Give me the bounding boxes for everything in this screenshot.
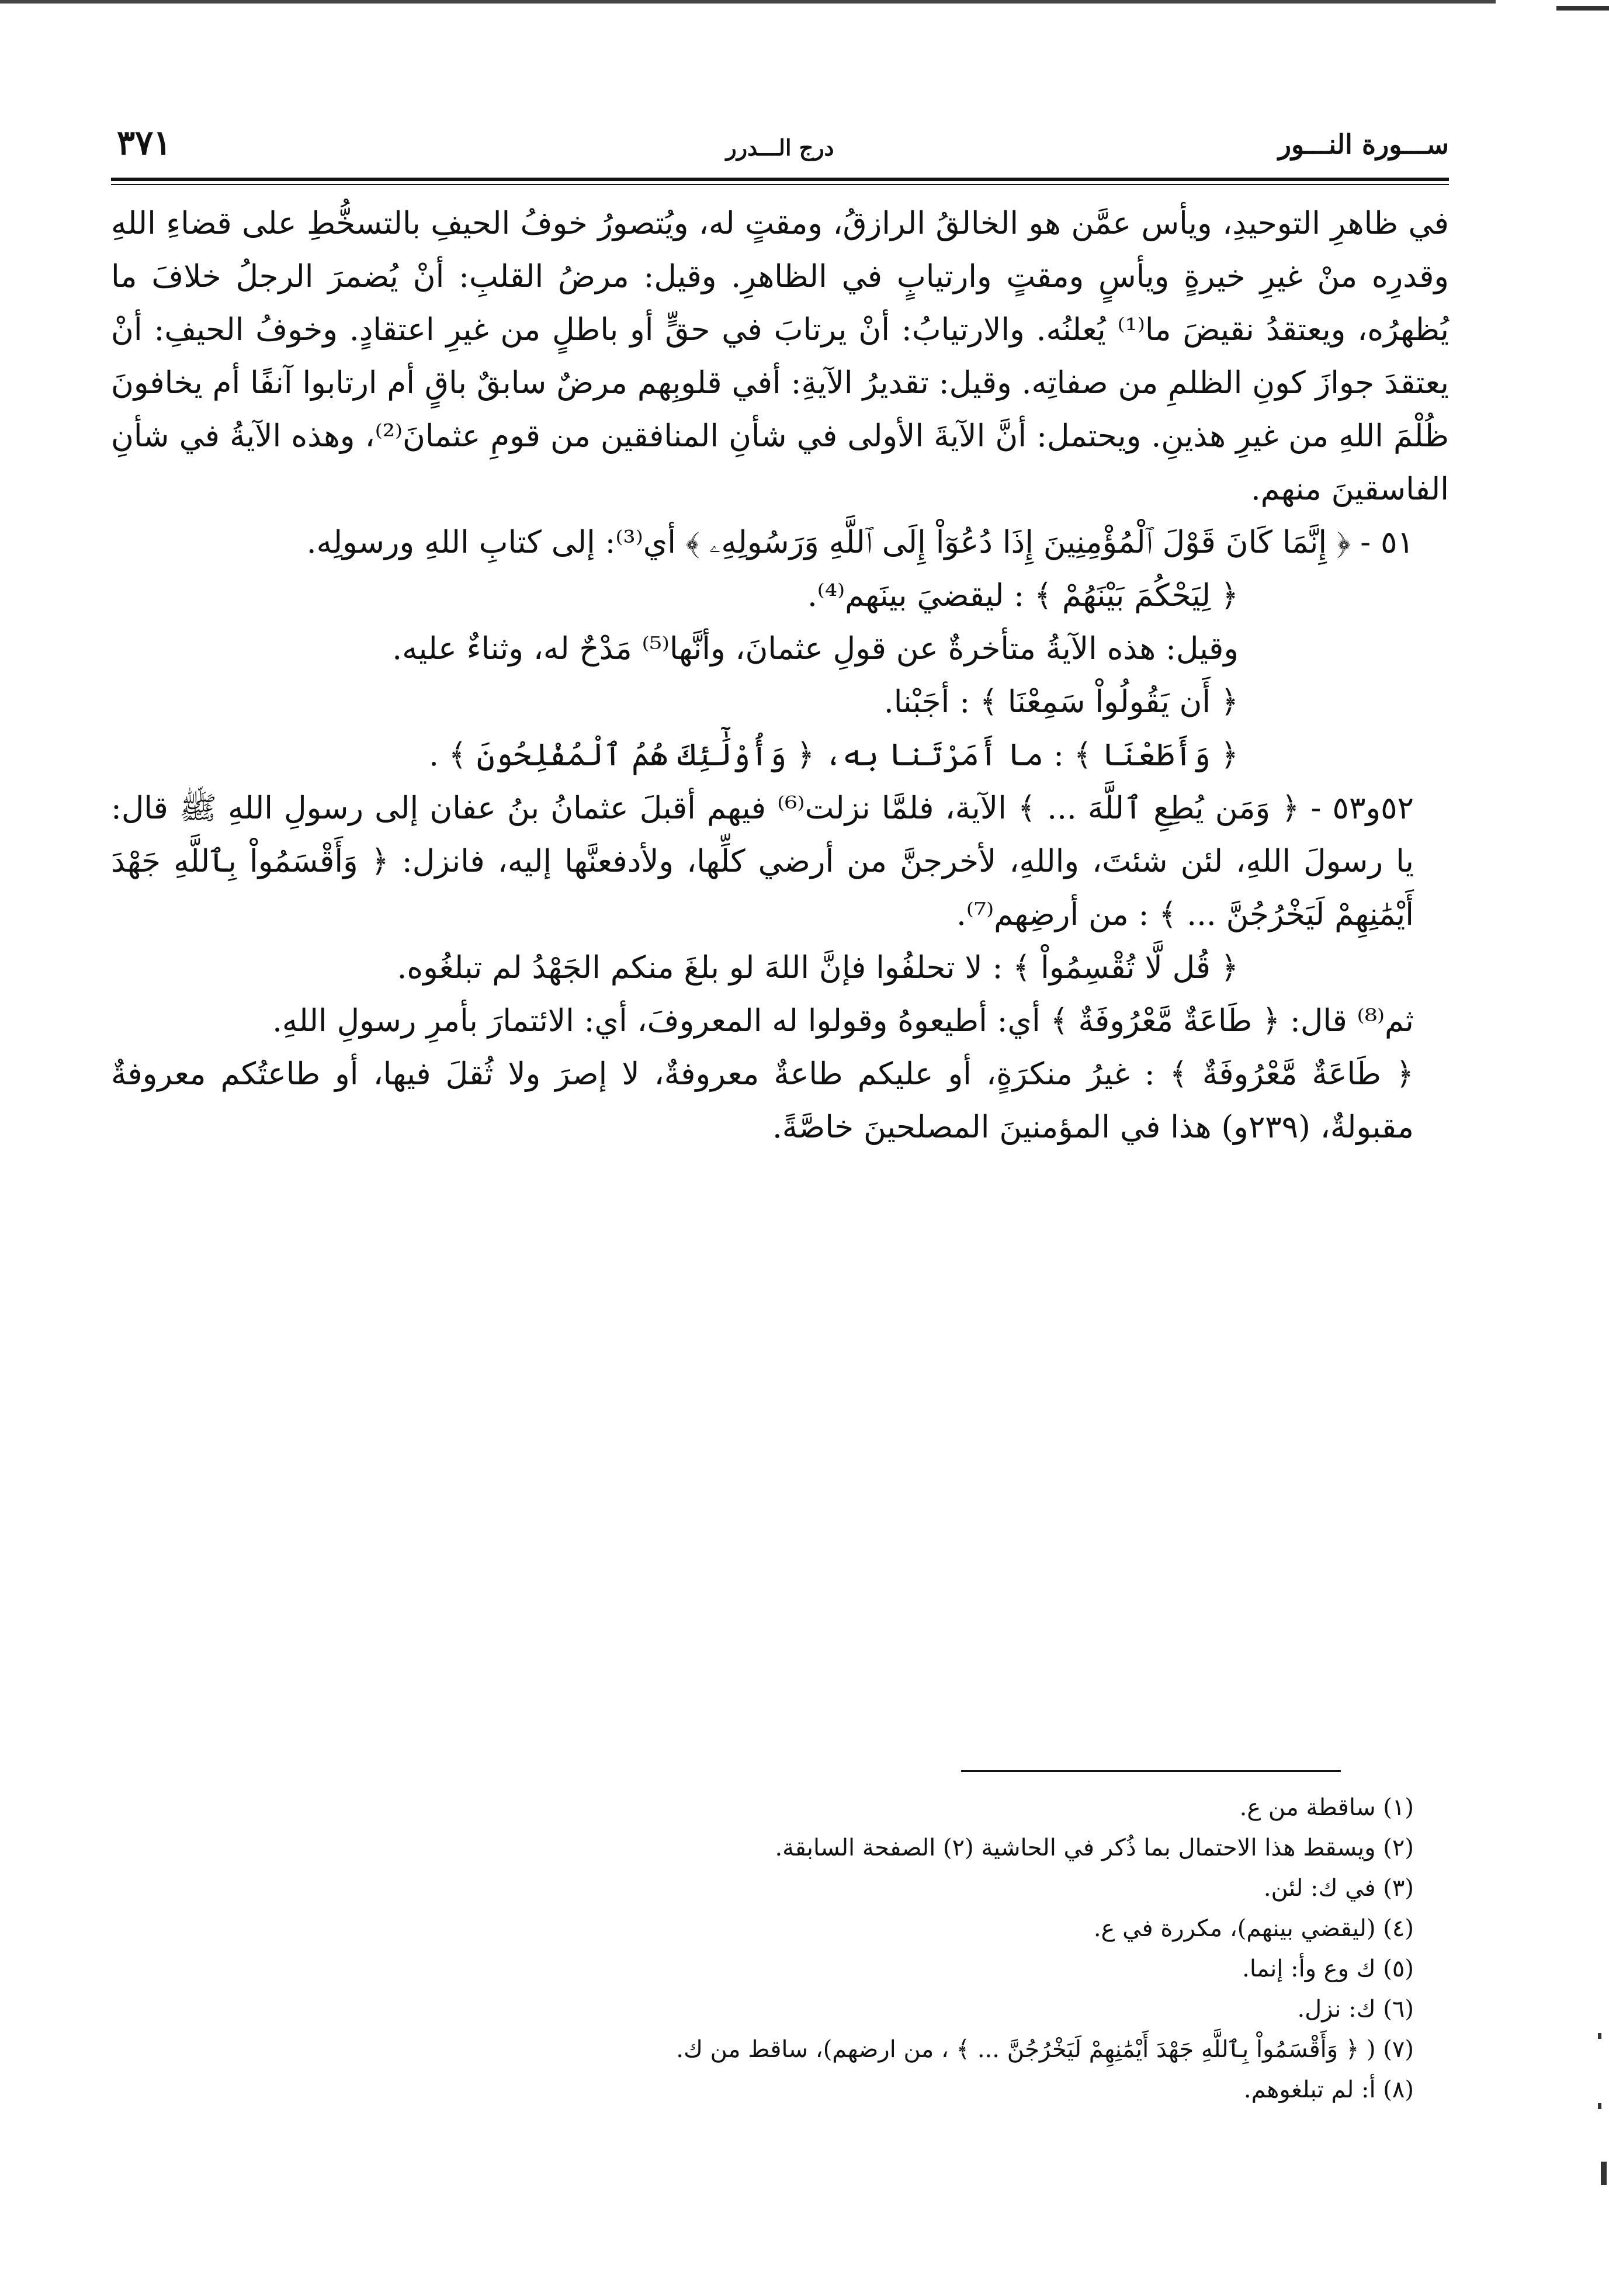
paragraph: ٥٢و٥٣ - ﴿ وَمَن يُطِعِ ٱللَّهَ ... ﴾ الآية، فلمَّا نزلت⁽⁶⁾ فيهم أقبلَ عثمانُ بنُ عفان إلى رسولِ اللهِ ﷺ قال: يا رسولَ اللهِ، لئن شئتَ، واللهِ، لأخرجنَّ من أرضي كلِّها، ولأدفعنَّها إليه، فانزل: ﴿ وَأَقْسَمُواْ بِٱللَّهِ جَهْدَ أَيْمَٰنِهِمْ لَيَخْرُجُنَّ ... ﴾ : من أرضِهم⁽⁷⁾. bbox=[111, 790, 1414, 932]
scan-margin-dot bbox=[1598, 2103, 1601, 2109]
paragraph: في ظاهرِ التوحيدِ، ويأس عمَّن هو الخالقُ الرازقُ، ومقتٍ له، ويُتصورُ خوفُ الحيفِ بالتسخُّطِ على قضاءِ اللهِ وقدرِه منْ غيرِ خيرةٍ ويأسٍ ومقتٍ وارتيابٍ في الظاهرِ. وقيل: مرضُ القلبِ: أنْ يُضمرَ الرجلُ خلافَ ما يُظهرُه، ويعتقدُ نقيضَ ما⁽¹⁾ يُعلنُه. والارتيابُ: أنْ يرتابَ في حقٍّ أو باطلٍ من غيرِ اعتقادٍ. وخوفُ الحيفِ: أنْ يعتقدَ جوازَ كونِ الظلمِ من صفاتِه. وقيل: تقديرُ الآيةِ: أفي قلوبِهم مرضٌ سابقٌ باقٍ أم ارتابوا آنفًا أم يخافونَ ظُلْمَ اللهِ من غيرِ هذينِ. ويحتمل: أنَّ الآيةَ الأولى في شأنِ المنافقين من قومِ عثمانَ⁽²⁾، وهذه الآيةُ في شأنِ الفاسقينَ منهم. bbox=[111, 206, 1450, 507]
scan-edge-mark bbox=[1556, 6, 1609, 11]
body-text bbox=[111, 197, 1449, 1154]
footnote: (٤) (ليقضي بينهم)، مكررة في ع. bbox=[1093, 1915, 1414, 1942]
header-rule-thick bbox=[111, 178, 1449, 181]
footnotes bbox=[111, 1788, 1449, 2110]
surah-title: ســـورة النـــور bbox=[1278, 129, 1449, 160]
paragraph: ثم⁽⁸⁾ قال: ﴿ طَاعَةٌ مَّعْرُوفَةٌ ﴾ أي: أطيعوهُ وقولوا له المعروفَ، أي: الائتمارَ بأمرِ رسولِ اللهِ. bbox=[272, 1003, 1414, 1039]
footnote: (٨) أ: لم تبلغوهم. bbox=[1243, 2076, 1414, 2103]
footnote: (٧) ( ﴿ وَأَقْسَمُواْ بِٱللَّهِ جَهْدَ أَيْمَٰنِهِمْ لَيَخْرُجُنَّ ... ﴾ ، من ارضهم)، ساقط من ك. bbox=[676, 2036, 1414, 2063]
header-rule-thin bbox=[111, 184, 1449, 185]
footnote-separator bbox=[961, 1770, 1341, 1772]
paragraph: ٥١ - ﴿ إِنَّمَا كَانَ قَوْلَ ٱلْمُؤْمِنِينَ إِذَا دُعُوٓاْ إِلَى ٱللَّهِ وَرَسُولِهِۦ ﴾ أي⁽³⁾: إلى كتابِ اللهِ ورسولِه. bbox=[306, 525, 1414, 560]
paragraph: ﴿ قُل لَّا تُقْسِمُواْ ﴾ : لا تحلفُوا فإنَّ اللهَ لو بلغَ منكم الجَهْدُ لم تبلغُوه. bbox=[397, 950, 1239, 986]
paragraph: وقيل: هذه الآيةُ متأخرةٌ عن قولِ عثمانَ، وأنَّها⁽⁵⁾ مَدْحٌ له، وثناءٌ عليه. bbox=[392, 631, 1239, 667]
scan-edge-line bbox=[0, 0, 1496, 4]
page-header bbox=[111, 123, 1449, 175]
footnote: (١) ساقطة من ع. bbox=[1239, 1794, 1414, 1821]
footnote: (٢) ويسقط هذا الاحتمال بما ذُكر في الحاشية (٢) الصفحة السابقة. bbox=[775, 1834, 1414, 1861]
paragraph: ﴿ لِيَحْكُمَ بَيْنَهُمْ ﴾ : ليقضيَ بينَهم⁽⁴⁾. bbox=[807, 578, 1239, 613]
book-title: درج الـــدرر bbox=[726, 134, 834, 161]
paragraph: ﴿ طَاعَةٌ مَّعْرُوفَةٌ ﴾ : غيرُ منكرَةٍ، أو عليكم طاعةٌ معروفةٌ، لا إصرَ ولا ثُقلَ فيها، أو طاعتُكم معروفةٌ مقبولةٌ، (٢٣٩و) هذا في المؤمنينَ المصلحينَ خاصَّةً. bbox=[111, 1056, 1414, 1145]
footnote: (٣) في ك: لئن. bbox=[1263, 1875, 1414, 1902]
scan-margin-dot bbox=[1598, 2033, 1601, 2039]
paragraph: ﴿ وَأَطَعْنَا ﴾ : ما أَمَرْتَنا به، ﴿ وَأُوْلَٰٓئِكَ هُمُ ٱلْمُفْلِحُونَ ﴾ . bbox=[429, 737, 1239, 773]
page-number: ٣٧١ bbox=[117, 123, 172, 162]
paragraph: ﴿ أَن يَقُولُواْ سَمِعْنَا ﴾ : أجَبْنا. bbox=[883, 684, 1239, 720]
book-page bbox=[111, 123, 1449, 1154]
footnote: (٥) ك وع وأ: إنما. bbox=[1242, 1955, 1414, 1982]
footnote: (٦) ك: نزل. bbox=[1297, 1996, 1414, 2023]
scan-margin-mark bbox=[1601, 2162, 1607, 2185]
